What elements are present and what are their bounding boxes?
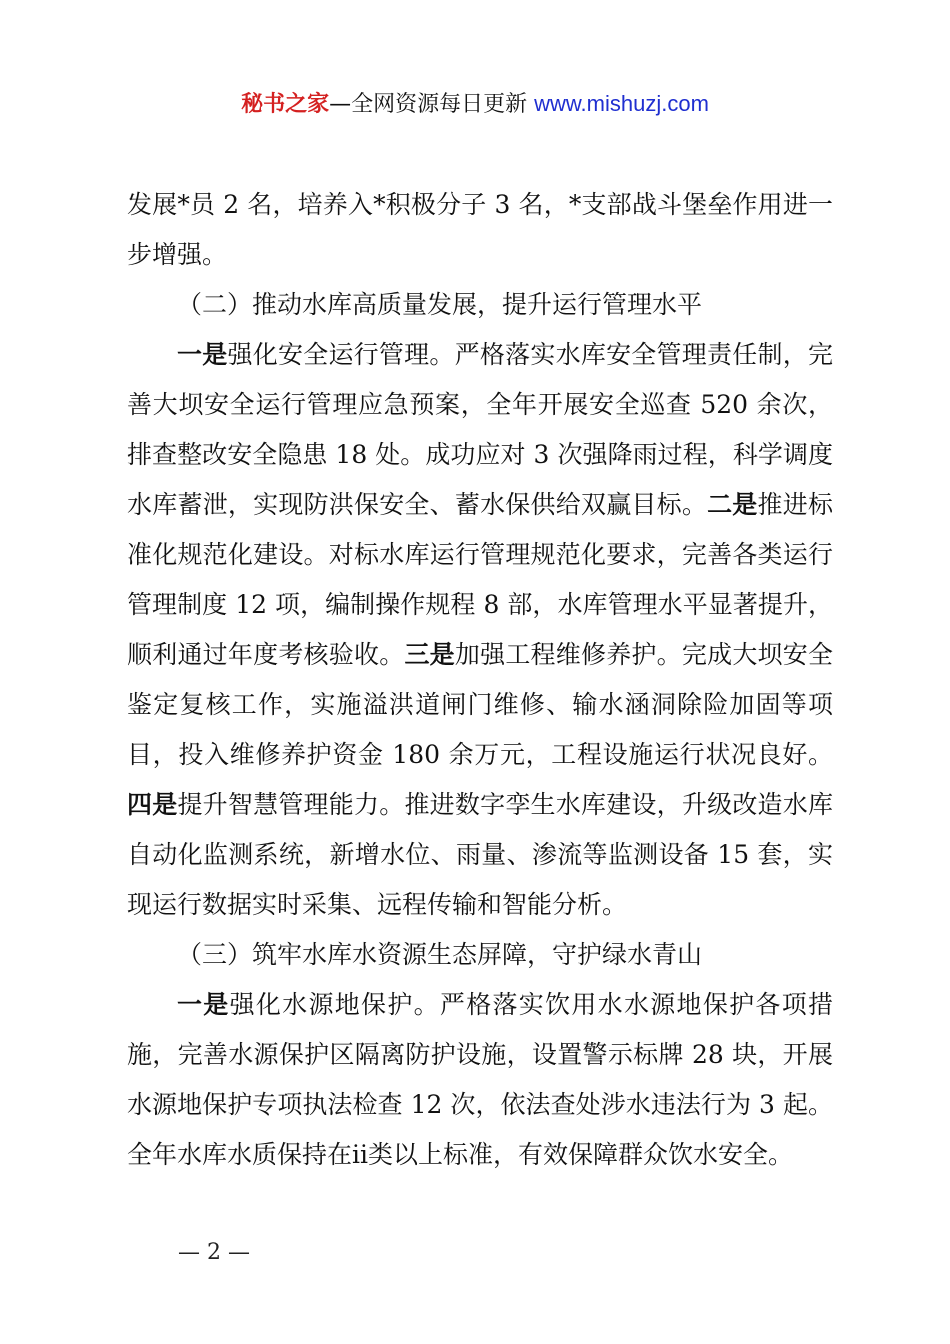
banner-tagline: —全网资源每日更新 <box>329 92 535 117</box>
point-text-4: 提升智慧管理能力。推进数字孪生水库建设，升级改造水库自动化监测系统，新增水位、雨量、渗流等监测设备 15 套，实现运行数据实时采集、远程传输和智能分析。 <box>127 790 833 919</box>
site-url-link[interactable]: www.mishuzj.com <box>534 91 709 116</box>
brand-name: 秘书之家 <box>241 92 330 117</box>
page-number: — 2 — <box>178 1240 250 1265</box>
paragraph-water-source <box>127 980 833 1180</box>
document-body <box>127 180 833 1180</box>
point-text-1: 强化安全运行管理。严格落实水库安全管理责任制，完善大坝安全运行管理应急预案，全年开展安全巡查 520 余次，排查整改安全隐患 18 处。成功应对 3 次强降雨过程，科学调度水库蓄泄，实现防洪保安全、蓄水保供给双赢目标。 <box>127 340 833 519</box>
point-text-3: 加强工程维修养护。完成大坝安全鉴定复核工作，实施溢洪道闸门维修、输水涵洞除险加固等项目，投入维修养护资金 180 余万元，工程设施运行状况良好。 <box>127 640 833 769</box>
point-label-3: 三是 <box>404 640 455 669</box>
point-label-1: 一是 <box>177 340 228 369</box>
point-label-2: 二是 <box>707 490 758 519</box>
paragraph-reservoir-management <box>127 330 833 930</box>
site-banner <box>0 86 950 123</box>
section-heading-2: （二）推动水库高质量发展，提升运行管理水平 <box>177 290 703 319</box>
paragraph-continued: 发展*员 2 名，培养入*积极分子 3 名，*支部战斗堡垒作用进一步增强。 <box>127 190 833 269</box>
point-label-5: 一是 <box>177 990 230 1019</box>
point-label-4: 四是 <box>127 790 178 819</box>
section-heading-3: （三）筑牢水库水资源生态屏障，守护绿水青山 <box>177 940 703 969</box>
point-text-2: 推进标准化规范化建设。对标水库运行管理规范化要求，完善各类运行管理制度 12 项，编制操作规程 8 部，水库管理水平显著提升，顺利通过年度考核验收。 <box>127 490 833 669</box>
point-text-5: 强化水源地保护。严格落实饮用水水源地保护各项措施，完善水源保护区隔离防护设施，设置警示标牌 28 块，开展水源地保护专项执法检查 12 次，依法查处涉水违法行为 3 起。全年水库水质保持在ii类以上标准，有效保障群众饮水安全。 <box>127 990 833 1169</box>
